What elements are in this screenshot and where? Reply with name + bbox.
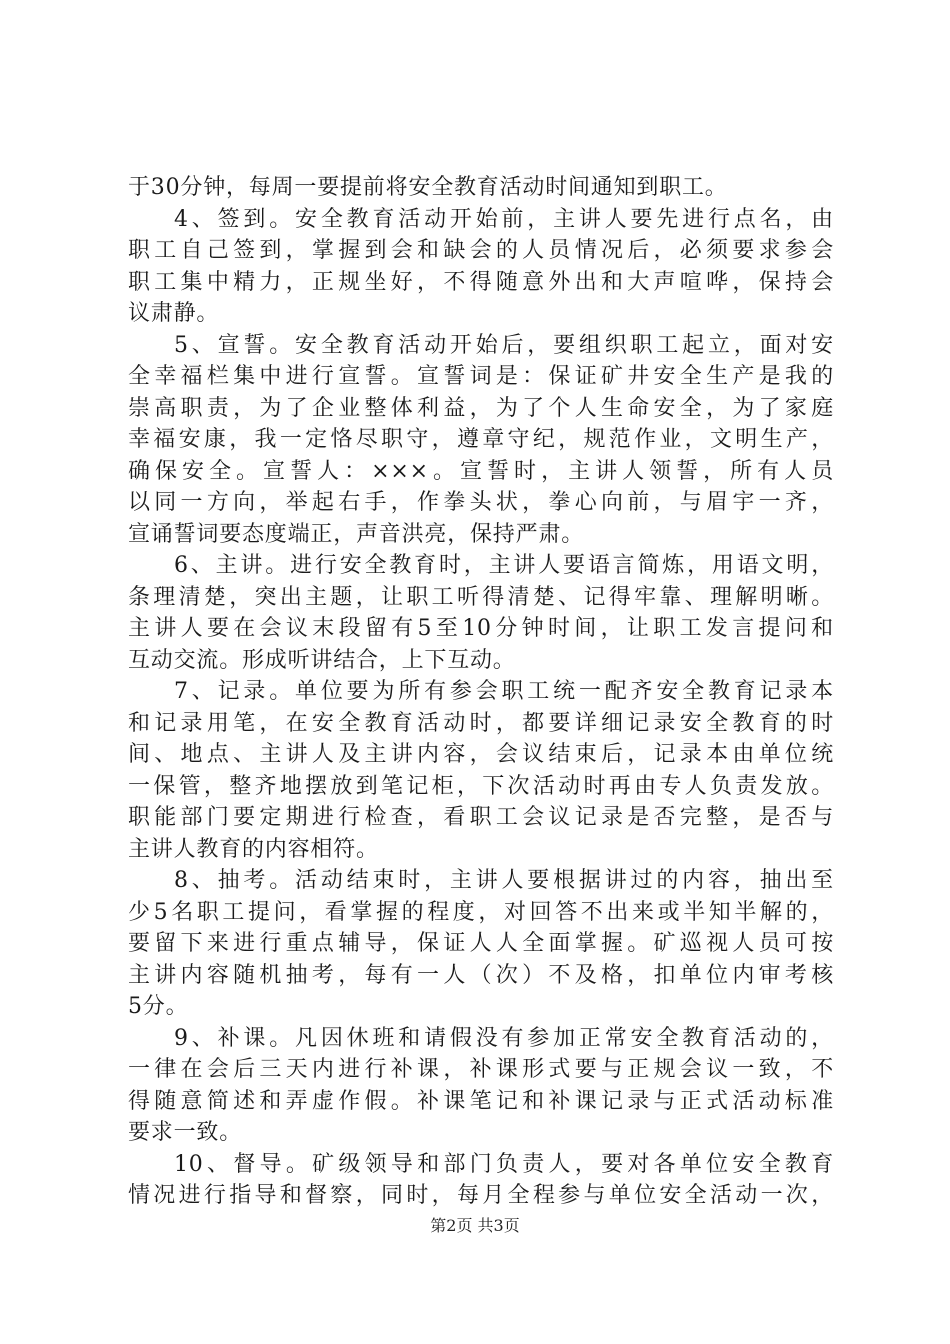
paragraph-line: 以同一方向，举起右手，作拳头状，拳心向前，与眉宇一齐， — [128, 490, 834, 515]
paragraph-line: 条理清楚，突出主题，让职工听得清楚、记得牢靠、理解明晰。 — [128, 584, 834, 610]
paragraph-first-line: 5、宣誓。安全教育活动开始后，要组织职工起立，面对安 — [174, 332, 834, 358]
paragraph-first-line: 10、督导。矿级领导和部门负责人，要对各单位安全教育 — [174, 1151, 834, 1177]
page-number-footer: 第2页 共3页 — [430, 1216, 520, 1235]
paragraph-line: 主讲人要在会议末段留有5至10分钟时间，让职工发言提问和 — [128, 616, 834, 641]
paragraph-line: 崇高职责，为了企业整体利益，为了个人生命安全，为了家庭 — [128, 395, 834, 421]
paragraph-line: 间、地点、主讲人及主讲内容，会议结束后，记录本由单位统 — [128, 742, 834, 767]
paragraph-line: 要求一致。 — [128, 1120, 243, 1145]
document-body — [128, 172, 834, 1212]
paragraph-first-line: 4、签到。安全教育活动开始前，主讲人要先进行点名，由 — [174, 206, 834, 232]
paragraph-line: 少5名职工提问，看掌握的程度，对回答不出来或半知半解的， — [128, 899, 834, 925]
paragraph-line: 全幸福栏集中进行宣誓。宣誓词是：保证矿井安全生产是我的 — [128, 364, 834, 389]
paragraph-line: 和记录用笔，在安全教育活动时，都要详细记录安全教育的时 — [128, 710, 834, 736]
paragraph-line: 幸福安康，我一定恪尽职守，遵章守纪，规范作业，文明生产， — [128, 427, 834, 452]
paragraph-line: 宣诵誓词要态度端正，声音洪亮，保持严肃。 — [128, 521, 585, 547]
paragraph-first-line: 7、记录。单位要为所有参会职工统一配齐安全教育记录本 — [174, 679, 834, 704]
paragraph-first-line: 6、主讲。进行安全教育时，主讲人要语言简炼，用语文明， — [174, 553, 834, 578]
paragraph-line: 一保管，整齐地摆放到笔记柜，下次活动时再由专人负责发放。 — [128, 773, 834, 799]
paragraph-first-line: 9、补课。凡因休班和请假没有参加正常安全教育活动的， — [174, 1025, 834, 1051]
paragraph-line: 于30分钟，每周一要提前将安全教育活动时间通知到职工。 — [128, 175, 728, 200]
paragraph-line: 职工集中精力，正规坐好，不得随意外出和大声喧哗，保持会 — [128, 269, 834, 295]
paragraph-first-line: 8、抽考。活动结束时，主讲人要根据讲过的内容，抽出至 — [174, 868, 834, 893]
paragraph-line: 互动交流。形成听讲结合，上下互动。 — [128, 647, 516, 673]
paragraph-line: 一律在会后三天内进行补课，补课形式要与正规会议一致，不 — [128, 1057, 834, 1082]
paragraph-line: 议肃静。 — [128, 301, 220, 326]
paragraph-line: 职能部门要定期进行检查，看职工会议记录是否完整，是否与 — [128, 805, 834, 830]
paragraph-line: 主讲内容随机抽考，每有一人（次）不及格，扣单位内审考核 — [128, 962, 834, 988]
paragraph-line: 职工自己签到，掌握到会和缺会的人员情况后，必须要求参会 — [128, 238, 834, 263]
paragraph-line: 要留下来进行重点辅导，保证人人全面掌握。矿巡视人员可按 — [128, 931, 834, 956]
paragraph-line: 主讲人教育的内容相符。 — [128, 836, 379, 862]
paragraph-line: 确保安全。宣誓人：×××。宣誓时，主讲人领誓，所有人员 — [128, 458, 834, 484]
paragraph-line: 情况进行指导和督察，同时，每月全程参与单位安全活动一次， — [128, 1183, 834, 1208]
paragraph-line: 得随意简述和弄虚作假。补课笔记和补课记录与正式活动标准 — [128, 1088, 834, 1114]
paragraph-line: 5分。 — [128, 994, 189, 1019]
